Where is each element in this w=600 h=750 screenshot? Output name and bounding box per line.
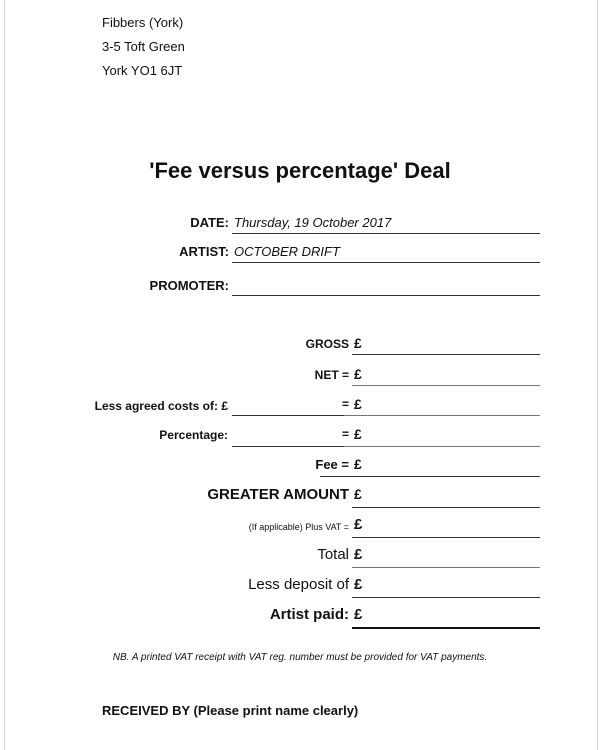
vat-label: (If applicable) Plus VAT =	[248, 522, 349, 532]
promoter-line	[232, 295, 540, 296]
document-title: 'Fee versus percentage' Deal	[149, 158, 451, 183]
fee-field[interactable]	[320, 476, 540, 477]
vat-field[interactable]	[352, 537, 540, 538]
gross-pound: £	[354, 335, 362, 351]
percentage-result[interactable]	[344, 446, 540, 447]
artist-paid-pound: £	[354, 606, 363, 623]
greater-amount-label: GREATER AMOUNT	[207, 486, 349, 503]
greater-amount-field[interactable]	[352, 507, 540, 508]
net-field[interactable]	[352, 385, 540, 386]
greater-amount-pound: £	[354, 486, 362, 502]
total-field[interactable]	[352, 567, 540, 568]
fee-pound: £	[354, 456, 362, 472]
date-line	[232, 233, 540, 234]
less-costs-eq: =	[341, 397, 349, 411]
promoter-label: PROMOTER:	[149, 278, 229, 293]
vat-note: NB. A printed VAT receipt with VAT reg. number must be provided for VAT payments.	[112, 652, 488, 663]
fee-label: Fee =	[315, 457, 349, 472]
artist-paid-label: Artist paid:	[269, 606, 349, 623]
percentage-pound: £	[354, 426, 362, 442]
date-label: DATE:	[190, 215, 229, 230]
total-label: Total	[317, 546, 349, 563]
less-costs-label: Less agreed costs of: £	[94, 399, 228, 413]
date-value[interactable]: Thursday, 19 October 2017	[234, 215, 392, 230]
artist-label: ARTIST:	[179, 244, 229, 259]
net-label: NET =	[314, 368, 349, 382]
percentage-field[interactable]	[232, 446, 344, 447]
received-by-label: RECEIVED BY (Please print name clearly)	[102, 703, 359, 718]
less-costs-field[interactable]	[232, 415, 344, 416]
deposit-field[interactable]	[352, 597, 540, 598]
gross-label: GROSS	[305, 337, 349, 351]
address-line-3: York YO1 6JT	[102, 63, 183, 78]
net-pound: £	[354, 366, 362, 382]
vat-pound: £	[354, 516, 363, 533]
artist-line	[232, 262, 540, 263]
deposit-pound: £	[354, 576, 363, 593]
address-line-2: 3-5 Toft Green	[102, 39, 185, 54]
document-page	[4, 0, 598, 750]
less-costs-pound: £	[354, 396, 362, 412]
percentage-eq: =	[341, 427, 349, 441]
gross-field[interactable]	[352, 354, 540, 355]
total-pound: £	[354, 546, 363, 563]
deposit-label: Less deposit of	[248, 576, 349, 593]
artist-paid-field[interactable]	[352, 627, 540, 629]
artist-value[interactable]: OCTOBER DRIFT	[234, 244, 340, 259]
address-line-1: Fibbers (York)	[102, 15, 184, 30]
less-costs-result[interactable]	[344, 415, 540, 416]
percentage-label: Percentage:	[159, 428, 228, 442]
